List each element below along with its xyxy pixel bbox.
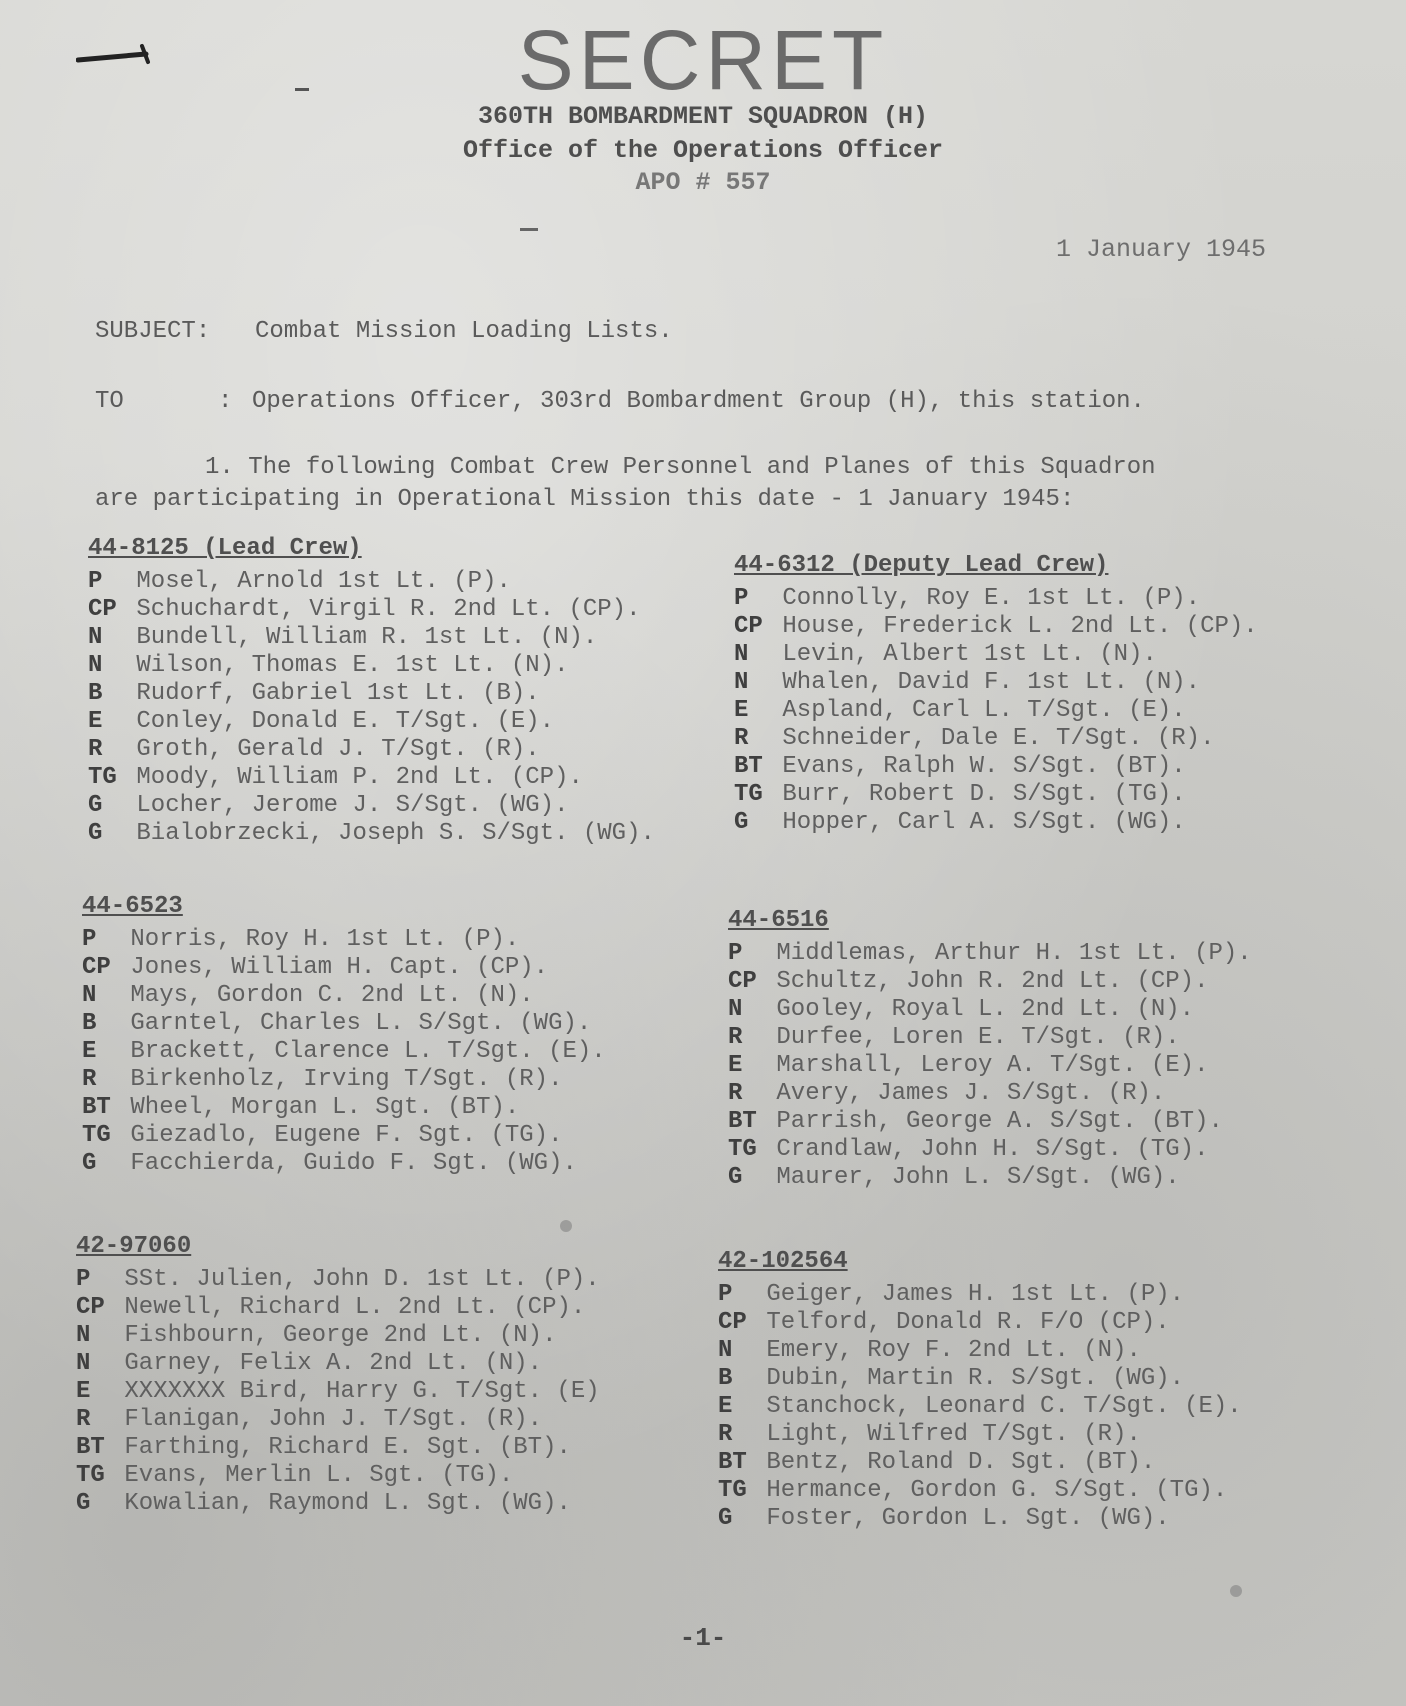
crew-name: Avery, James J. S/Sgt. (R).	[776, 1080, 1166, 1107]
crew-position: TG	[82, 1122, 111, 1149]
crew-name: Garntel, Charles L. S/Sgt. (WG).	[130, 1010, 592, 1037]
crew-name: Connolly, Roy E. 1st Lt. (P).	[782, 585, 1201, 612]
crew-name: Hermance, Gordon G. S/Sgt. (TG).	[766, 1477, 1228, 1504]
crew-position: N	[88, 652, 103, 679]
crew-row	[734, 641, 1258, 669]
crew-position: G	[76, 1490, 91, 1517]
crew-name: Mosel, Arnold 1st Lt. (P).	[136, 568, 511, 595]
crew-row	[82, 1122, 606, 1150]
crew-name: Wheel, Morgan L. Sgt. (BT).	[130, 1094, 520, 1121]
crew-row	[718, 1421, 1242, 1449]
crew-row	[734, 697, 1258, 725]
subject-label: SUBJECT:	[95, 318, 211, 345]
punch-mark	[1230, 1585, 1242, 1597]
crew-position: E	[88, 708, 103, 735]
crew-row	[88, 736, 655, 764]
crew-row	[728, 1108, 1252, 1136]
crew-position: G	[728, 1164, 743, 1191]
aircraft-block	[88, 535, 655, 848]
crew-name: Schuchardt, Virgil R. 2nd Lt. (CP).	[136, 596, 641, 623]
crew-position: N	[76, 1350, 91, 1377]
crew-name: Moody, William P. 2nd Lt. (CP).	[136, 764, 583, 791]
crew-name: Brackett, Clarence L. T/Sgt. (E).	[130, 1038, 606, 1065]
crew-name: Evans, Merlin L. Sgt. (TG).	[124, 1462, 514, 1489]
crew-name: Burr, Robert D. S/Sgt. (TG).	[782, 781, 1186, 808]
crew-position: P	[728, 940, 743, 967]
crew-name: Newell, Richard L. 2nd Lt. (CP).	[124, 1294, 586, 1321]
stray-mark	[520, 228, 538, 231]
crew-name: Bundell, William R. 1st Lt. (N).	[136, 624, 598, 651]
crew-row	[728, 1164, 1252, 1192]
crew-name: Mays, Gordon C. 2nd Lt. (N).	[130, 982, 534, 1009]
crew-name: Aspland, Carl L. T/Sgt. (E).	[782, 697, 1186, 724]
crew-name: Farthing, Richard E. Sgt. (BT).	[124, 1434, 571, 1461]
crew-position: N	[728, 996, 743, 1023]
crew-row	[76, 1378, 600, 1406]
crew-row	[718, 1449, 1242, 1477]
subject-text: Combat Mission Loading Lists.	[255, 318, 673, 345]
aircraft-block	[728, 907, 1252, 1192]
crew-position: TG	[88, 764, 117, 791]
crew-row	[728, 968, 1252, 996]
crew-name: Parrish, George A. S/Sgt. (BT).	[776, 1108, 1223, 1135]
crew-position: G	[88, 820, 103, 847]
crew-name: Whalen, David F. 1st Lt. (N).	[782, 669, 1201, 696]
crew-position: CP	[82, 954, 111, 981]
crew-row	[82, 1150, 606, 1178]
crew-name: Garney, Felix A. 2nd Lt. (N).	[124, 1350, 543, 1377]
crew-position: N	[734, 641, 749, 668]
crew-position: N	[718, 1337, 733, 1364]
crew-name: Fishbourn, George 2nd Lt. (N).	[124, 1322, 557, 1349]
crew-row	[734, 753, 1258, 781]
crew-position: R	[76, 1406, 91, 1433]
crew-row	[728, 1052, 1252, 1080]
crew-position: R	[82, 1066, 97, 1093]
crew-position: CP	[88, 596, 117, 623]
crew-name: Gooley, Royal L. 2nd Lt. (N).	[776, 996, 1195, 1023]
aircraft-heading: 42-102564	[718, 1248, 848, 1275]
crew-position: TG	[728, 1136, 757, 1163]
crew-position: E	[718, 1393, 733, 1420]
crew-row	[76, 1490, 600, 1518]
office-heading: Office of the Operations Officer	[462, 136, 944, 165]
crew-name: Bialobrzecki, Joseph S. S/Sgt. (WG).	[136, 820, 655, 847]
crew-row	[728, 1024, 1252, 1052]
crew-name: Norris, Roy H. 1st Lt. (P).	[130, 926, 520, 953]
crew-position: E	[734, 697, 749, 724]
apo-heading: APO # 557	[635, 168, 771, 197]
paragraph-line-1: 1. The following Combat Crew Personnel and Planes of this Squadron	[205, 454, 1156, 481]
crew-name: Marshall, Leroy A. T/Sgt. (E).	[776, 1052, 1209, 1079]
crew-position: P	[734, 585, 749, 612]
crew-position: R	[718, 1421, 733, 1448]
crew-row	[734, 613, 1258, 641]
crew-row	[76, 1350, 600, 1378]
aircraft-heading: 44-6516	[728, 907, 829, 934]
crew-row	[82, 954, 606, 982]
crew-row	[82, 1066, 606, 1094]
crew-row	[718, 1393, 1242, 1421]
crew-position: BT	[76, 1434, 105, 1461]
crew-row	[76, 1462, 600, 1490]
crew-row	[76, 1322, 600, 1350]
crew-row	[88, 792, 655, 820]
crew-row	[88, 624, 655, 652]
crew-position: B	[88, 680, 103, 707]
page-number: -1-	[679, 1623, 727, 1653]
crew-row	[718, 1309, 1242, 1337]
aircraft-heading: 44-6523	[82, 893, 183, 920]
crew-position: R	[88, 736, 103, 763]
crew-name: Schneider, Dale E. T/Sgt. (R).	[782, 725, 1215, 752]
crew-position: B	[82, 1010, 97, 1037]
aircraft-block	[76, 1233, 600, 1518]
crew-name: Foster, Gordon L. Sgt. (WG).	[766, 1505, 1170, 1532]
crew-position: TG	[76, 1462, 105, 1489]
crew-position: B	[718, 1365, 733, 1392]
crew-name: Evans, Ralph W. S/Sgt. (BT).	[782, 753, 1186, 780]
crew-row	[718, 1477, 1242, 1505]
crew-name: SSt. Julien, John D. 1st Lt. (P).	[124, 1266, 600, 1293]
crew-name: Light, Wilfred T/Sgt. (R).	[766, 1421, 1141, 1448]
crew-row	[82, 926, 606, 954]
crew-position: R	[734, 725, 749, 752]
crew-name: Crandlaw, John H. S/Sgt. (TG).	[776, 1136, 1209, 1163]
crew-name: Maurer, John L. S/Sgt. (WG).	[776, 1164, 1180, 1191]
punch-mark	[560, 1220, 572, 1232]
crew-name: Hopper, Carl A. S/Sgt. (WG).	[782, 809, 1186, 836]
crew-row	[88, 764, 655, 792]
crew-name: Dubin, Martin R. S/Sgt. (WG).	[766, 1365, 1185, 1392]
document-date: 1 January 1945	[1055, 235, 1266, 264]
crew-row	[718, 1337, 1242, 1365]
crew-position: BT	[718, 1449, 747, 1476]
crew-position: BT	[734, 753, 763, 780]
aircraft-block	[82, 893, 606, 1178]
crew-row	[82, 1094, 606, 1122]
crew-name: Bentz, Roland D. Sgt. (BT).	[766, 1449, 1156, 1476]
unit-heading: 360TH BOMBARDMENT SQUADRON (H)	[477, 102, 929, 131]
crew-position: E	[82, 1038, 97, 1065]
crew-row	[88, 708, 655, 736]
crew-position: P	[76, 1266, 91, 1293]
to-colon: :	[218, 388, 233, 415]
crew-position: CP	[76, 1294, 105, 1321]
crew-row	[88, 568, 655, 596]
paragraph-line-2: are participating in Operational Mission this date - 1 January 1945:	[95, 486, 1075, 513]
crew-row	[728, 1080, 1252, 1108]
crew-name: Rudorf, Gabriel 1st Lt. (B).	[136, 680, 540, 707]
to-label: TO	[95, 388, 124, 415]
crew-name: Stanchock, Leonard C. T/Sgt. (E).	[766, 1393, 1242, 1420]
aircraft-heading: 44-8125 (Lead Crew)	[88, 535, 362, 562]
crew-position: CP	[728, 968, 757, 995]
crew-position: E	[76, 1378, 91, 1405]
crew-position: G	[734, 809, 749, 836]
crew-position: R	[728, 1024, 743, 1051]
crew-name: Birkenholz, Irving T/Sgt. (R).	[130, 1066, 563, 1093]
crew-row	[76, 1294, 600, 1322]
crew-name: Emery, Roy F. 2nd Lt. (N).	[766, 1337, 1141, 1364]
crew-position: CP	[718, 1309, 747, 1336]
aircraft-block	[718, 1248, 1242, 1533]
crew-name: Flanigan, John J. T/Sgt. (R).	[124, 1406, 543, 1433]
aircraft-block	[734, 552, 1258, 837]
crew-row	[718, 1281, 1242, 1309]
crew-name: Wilson, Thomas E. 1st Lt. (N).	[136, 652, 569, 679]
crew-row	[728, 996, 1252, 1024]
crew-name: XXXXXXX Bird, Harry G. T/Sgt. (E)	[124, 1378, 600, 1405]
crew-row	[76, 1434, 600, 1462]
crew-position: N	[82, 982, 97, 1009]
crew-position: TG	[734, 781, 763, 808]
crew-position: E	[728, 1052, 743, 1079]
crew-row	[88, 820, 655, 848]
crew-row	[734, 669, 1258, 697]
to-text: Operations Officer, 303rd Bombardment Group (H), this station.	[252, 388, 1145, 415]
crew-name: Schultz, John R. 2nd Lt. (CP).	[776, 968, 1209, 995]
crew-name: Durfee, Loren E. T/Sgt. (R).	[776, 1024, 1180, 1051]
crew-position: P	[82, 926, 97, 953]
crew-row	[718, 1505, 1242, 1533]
crew-name: Conley, Donald E. T/Sgt. (E).	[136, 708, 555, 735]
crew-position: CP	[734, 613, 763, 640]
crew-position: G	[88, 792, 103, 819]
crew-row	[728, 1136, 1252, 1164]
crew-name: Locher, Jerome J. S/Sgt. (WG).	[136, 792, 569, 819]
crew-name: Telford, Donald R. F/O (CP).	[766, 1309, 1170, 1336]
crew-position: TG	[718, 1477, 747, 1504]
crew-row	[82, 982, 606, 1010]
crew-row	[734, 585, 1258, 613]
crew-row	[88, 652, 655, 680]
aircraft-heading: 44-6312 (Deputy Lead Crew)	[734, 552, 1109, 579]
crew-row	[734, 781, 1258, 809]
crew-name: House, Frederick L. 2nd Lt. (CP).	[782, 613, 1258, 640]
crew-name: Levin, Albert 1st Lt. (N).	[782, 641, 1157, 668]
crew-row	[82, 1038, 606, 1066]
crew-row	[734, 725, 1258, 753]
crew-position: P	[88, 568, 103, 595]
crew-row	[88, 680, 655, 708]
crew-position: R	[728, 1080, 743, 1107]
crew-position: G	[718, 1505, 733, 1532]
crew-name: Groth, Gerald J. T/Sgt. (R).	[136, 736, 540, 763]
crew-name: Middlemas, Arthur H. 1st Lt. (P).	[776, 940, 1252, 967]
crew-row	[82, 1010, 606, 1038]
crew-position: N	[88, 624, 103, 651]
crew-row	[76, 1266, 600, 1294]
crew-name: Jones, William H. Capt. (CP).	[130, 954, 549, 981]
crew-position: BT	[82, 1094, 111, 1121]
crew-position: N	[76, 1322, 91, 1349]
crew-row	[728, 940, 1252, 968]
crew-position: P	[718, 1281, 733, 1308]
crew-row	[76, 1406, 600, 1434]
crew-row	[718, 1365, 1242, 1393]
crew-name: Giezadlo, Eugene F. Sgt. (TG).	[130, 1122, 563, 1149]
crew-position: G	[82, 1150, 97, 1177]
crew-row	[734, 809, 1258, 837]
crew-position: BT	[728, 1108, 757, 1135]
aircraft-heading: 42-97060	[76, 1233, 192, 1260]
classification-stamp: SECRET	[517, 13, 889, 107]
crew-name: Facchierda, Guido F. Sgt. (WG).	[130, 1150, 577, 1177]
crew-position: N	[734, 669, 749, 696]
crew-name: Kowalian, Raymond L. Sgt. (WG).	[124, 1490, 571, 1517]
crew-name: Geiger, James H. 1st Lt. (P).	[766, 1281, 1185, 1308]
crew-row	[88, 596, 655, 624]
